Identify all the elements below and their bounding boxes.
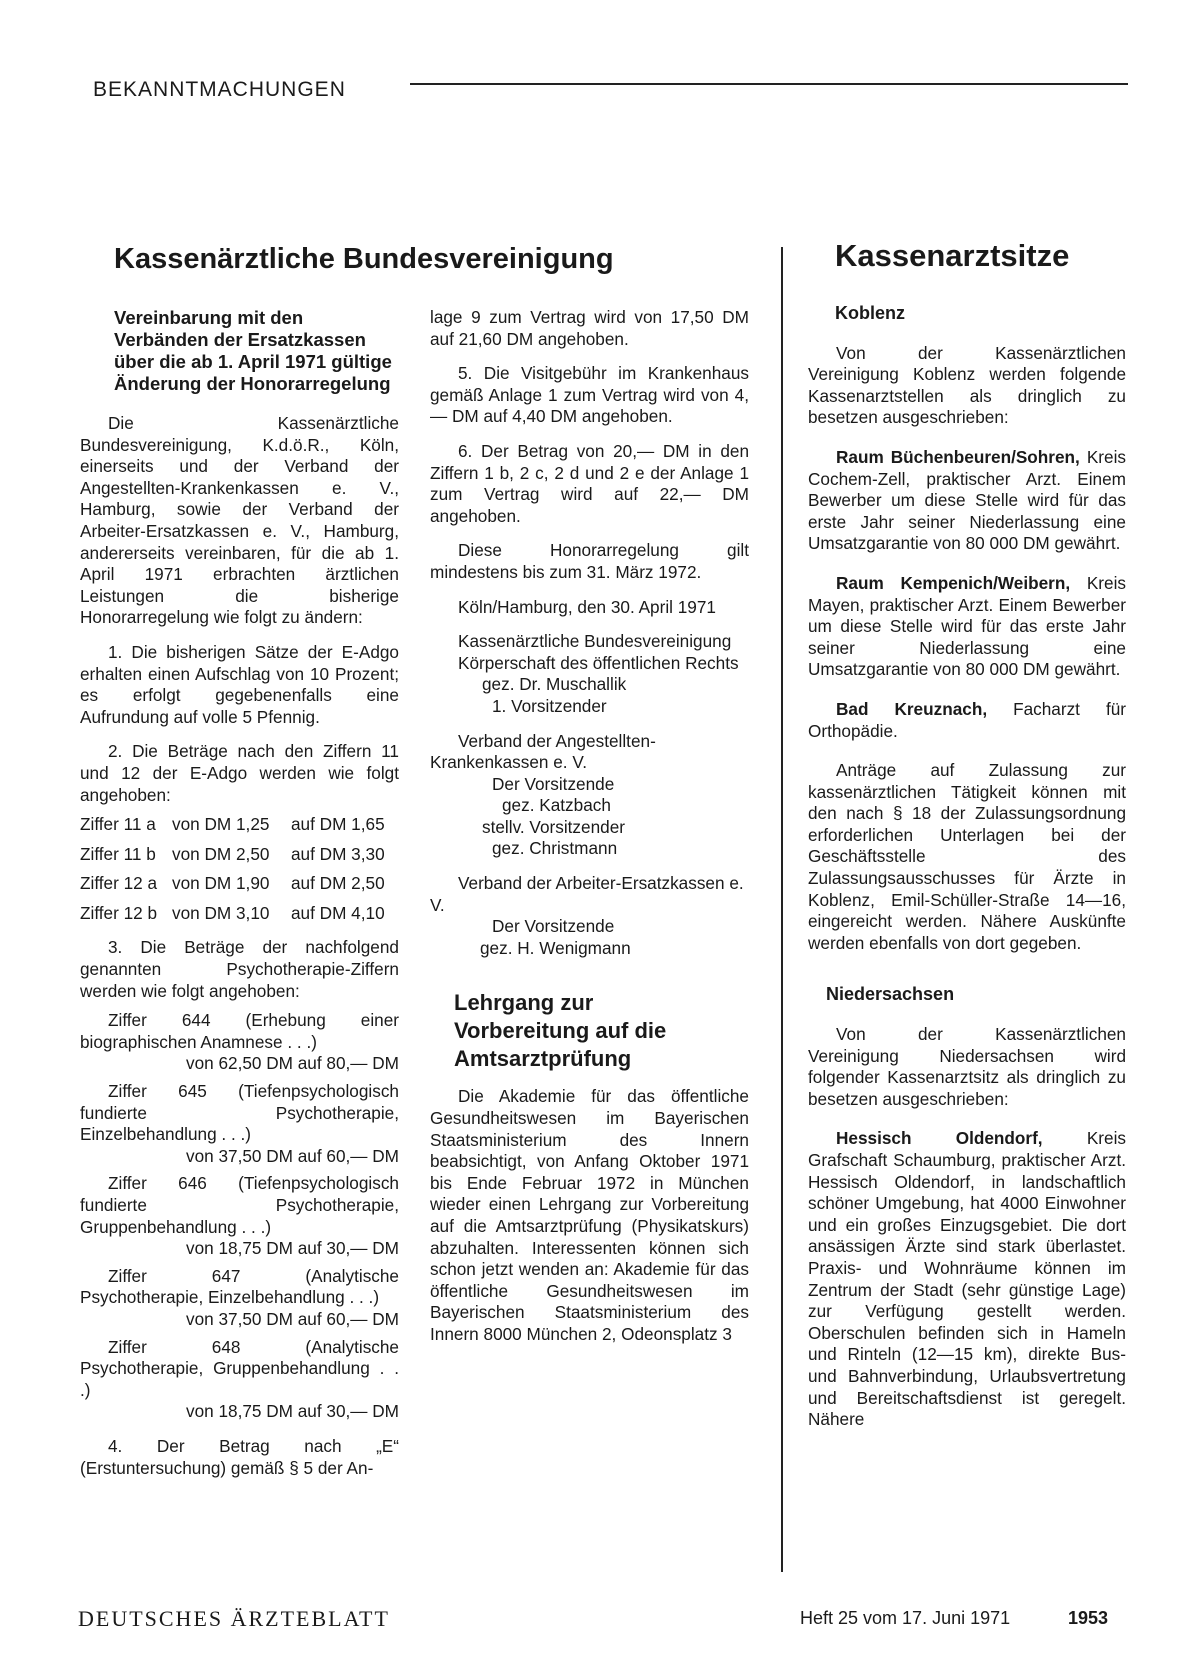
signature: gez. H. Wenigmann [480, 937, 631, 958]
psycho-item-text: Ziffer 644 (Erhebung einer biographischen Anamnese . . .) [80, 1010, 399, 1052]
page-number: 1953 [1068, 1608, 1109, 1628]
psycho-item-amount: von 37,50 DM auf 60,— DM [185, 1308, 399, 1329]
item-4-continued: lage 9 zum Vertrag wird von 17,50 DM auf 21,60 DM angehoben. [430, 307, 749, 349]
ziffer-to: auf DM 2,50 [291, 873, 385, 894]
psycho-item-text: Ziffer 648 (Analytische Psychotherapie, Gruppenbehandlung . . .) [80, 1336, 399, 1400]
ziffer-from: von DM 1,90 [172, 873, 270, 894]
section-label: BEKANNTMACHUNGEN [93, 78, 346, 101]
psycho-item-text: Ziffer 645 (Tiefenpsychologisch fundierte Psychotherapie, Einzelbehandlung . . .) [80, 1081, 399, 1145]
issue-info: Heft 25 vom 17. Juni 1971 [800, 1608, 1011, 1628]
region-heading: Koblenz [835, 303, 905, 323]
vacancy-place: Raum Büchenbeuren/Sohren, [836, 446, 1080, 467]
journal-name: DEUTSCHES ÄRZTEBLATT [78, 1606, 390, 1631]
item-6: 6. Der Betrag von 20,— DM in den Ziffern 1 b, 2 c, 2 d und 2 e der Anlage 1 zum Vertrag wird auf 22,— DM angehoben. [430, 440, 749, 526]
vacancy-entry [808, 447, 1126, 555]
item-5: 5. Die Visitgebühr im Krankenhaus gemäß Anlage 1 zum Vertrag wird von 4,— DM auf 4,40 DM angehoben. [430, 363, 749, 427]
ziffer-from: von DM 1,25 [172, 814, 270, 835]
intro-paragraph: Die Kassenärztliche Bundesvereinigung, K.d.ö.R., Köln, einerseits und der Verband der Angestellten-Krankenkassen e. V., Hamburg, sowie der Verband der Arbeiter-Ersatzkassen e. V., Hamburg, andererseits vereinbaren, für die ab 1. April 1971 erbrachten ärztlichen Leistungen die bisherige Honorarregelung wie folgt zu ändern: [80, 413, 399, 628]
ziffer-label: Ziffer 12 b [80, 902, 158, 923]
signatory-role: Der Vorsitzende [492, 916, 615, 937]
region-intro: Von der Kassenärztlichen Vereinigung Niedersachsen wird folgender Kassenarztsitz als dringlich zu besetzen ausgeschrieben: [808, 1024, 1126, 1109]
left-article-subtitle: Vereinbarung mit den Verbänden der Ersatzkassen über die ab 1. April 1971 gültige Änderung der Honorarregelung [114, 307, 392, 394]
psycho-item-amount: von 62,50 DM auf 80,— DM [185, 1053, 399, 1074]
right-article-title: Kassenarztsitze [835, 238, 1070, 273]
ziffer-from: von DM 2,50 [172, 843, 270, 864]
vacancy-entry [808, 1128, 1126, 1430]
vacancy-text: Kreis Cochem-Zell, praktischer Arzt. Einem Bewerber um diese Stelle wird für das erste Jahr seiner Niederlassung eine Umsatzgarantie von 80 000 DM gewährt. [808, 446, 1126, 554]
vacancy-entry [808, 573, 1126, 681]
vacancy-text: Kreis Grafschaft Schaumburg, praktischer Arzt. Hessisch Oldendorf, in landschaftlich schöner Umgebung, hat 4000 Einwohner und ein großes Einzugsgebiet. Die dort ansässigen Ärzte sind stark überlastet. Praxis- und Wohnräume können im Zentrum der Stadt (sehr günstige Lage) zur Verfügung gestellt werden. Oberschulen befinden sich in Hameln und Rinteln (12—15 km), direkte Bus- und Bahnverbindung, Urlaubsvertretung und Bereitschaftsdienst ist geregelt. Nähere [808, 1128, 1126, 1430]
signatory-role: stellv. Vorsitzender [482, 816, 625, 837]
item-4: 4. Der Betrag nach „E“ (Erstuntersuchung) gemäß § 5 der An- [80, 1435, 399, 1478]
vacancy-place: Hessisch Oldendorf, [836, 1128, 1043, 1149]
validity-note: Diese Honorarregelung gilt mindestens bis zum 31. März 1972. [430, 540, 749, 582]
course-text: Die Akademie für das öffentliche Gesundheitswesen im Bayerischen Staatsministerium des Innern beabsichtigt, von Anfang Oktober 1971 bis Ende Februar 1972 in München wieder einen Lehrgang zur Vorbereitung auf die Amtsarztprüfung (Physikatskurs) abzuhalten. Interessenten können sich schon jetzt wenden an: Akademie für das öffentliche Gesundheitswesen im Bayerischen Staatsministerium des Innern 8000 München 2, Odeonsplatz 3 [430, 1086, 749, 1344]
region-heading: Niedersachsen [826, 984, 955, 1005]
place-date: Köln/Hamburg, den 30. April 1971 [458, 596, 716, 617]
vacancy-place: Bad Kreuznach, [836, 698, 988, 719]
signature: gez. Christmann [492, 838, 618, 859]
region-intro: Von der Kassenärztlichen Vereinigung Koblenz werden folgende Kassenarztstellen als dringlich zu besetzen ausgeschrieben: [808, 342, 1126, 428]
vacancy-text: Facharzt für Orthopädie. [808, 698, 1126, 741]
signatory-org: Kassenärztliche Bundesvereinigung [458, 631, 732, 652]
signature: gez. Katzbach [502, 795, 611, 816]
signatory-role: 1. Vorsitzender [492, 695, 607, 716]
item-2: 2. Die Beträge nach den Ziffern 11 und 12 der E-Adgo werden wie folgt angehoben: [80, 741, 399, 805]
vacancy-entry [808, 699, 1126, 742]
psycho-item-amount: von 18,75 DM auf 30,— DM [185, 1238, 399, 1259]
signature: gez. Dr. Muschallik [482, 674, 627, 695]
psycho-item-amount: von 37,50 DM auf 60,— DM [185, 1145, 399, 1166]
ziffer-row [80, 844, 399, 866]
psycho-item-text: Ziffer 647 (Analytische Psychotherapie, Einzelbehandlung . . .) [80, 1265, 399, 1308]
column-divider [781, 247, 783, 1572]
middle-column [430, 307, 749, 1346]
ziffer-to: auf DM 1,65 [291, 814, 385, 835]
header-rule [410, 83, 1128, 85]
psycho-item-amount: von 18,75 DM auf 30,— DM [185, 1401, 399, 1422]
item-1: 1. Die bisherigen Sätze der E-Adgo erhalten einen Aufschlag von 10 Prozent; es erfolgt gegebenenfalls eine Aufrundung auf volle 5 Pfennig. [80, 641, 399, 727]
ziffer-label: Ziffer 11 b [80, 843, 156, 864]
ziffer-label: Ziffer 12 a [80, 873, 158, 894]
ziffer-row [80, 873, 399, 895]
left-article-title: Kassenärztliche Bundesvereinigung [114, 243, 614, 275]
vacancy-text: Kreis Mayen, praktischer Arzt. Einem Bewerber um diese Stelle wird für das erste Jahr seiner Niederlassung eine Umsatzgarantie von 80 000 DM gewährt. [808, 572, 1127, 680]
ziffer-to: auf DM 3,30 [291, 843, 385, 864]
ziffer-row [80, 903, 399, 925]
left-column [80, 307, 399, 1479]
signatory-body: Körperschaft des öffentlichen Rechts [458, 652, 739, 673]
ziffer-label: Ziffer 11 a [80, 814, 156, 835]
signatory-role: Der Vorsitzende [492, 773, 615, 794]
signatory-org: Verband der Angestellten-Krankenkassen e. V. [430, 730, 656, 773]
right-column [808, 303, 1126, 1431]
ziffer-row [80, 814, 399, 836]
ziffer-to: auf DM 4,10 [291, 902, 385, 923]
ziffer-from: von DM 3,10 [172, 902, 270, 923]
item-3: 3. Die Beträge der nachfolgend genannten Psychotherapie-Ziffern werden wie folgt angehoben: [80, 937, 399, 1001]
vacancy-place: Raum Kempenich/Weibern, [836, 572, 1071, 593]
course-title: Lehrgang zur Vorbereitung auf die Amtsarztprüfung [454, 990, 667, 1072]
psycho-item-text: Ziffer 646 (Tiefenpsychologisch fundierte Psychotherapie, Gruppenbehandlung . . .) [80, 1173, 399, 1237]
signatory-org: Verband der Arbeiter-Ersatzkassen e. V. [430, 873, 744, 915]
applications-note: Anträge auf Zulassung zur kassenärztlichen Tätigkeit können mit den nach § 18 der Zulassungsordnung erforderlichen Unterlagen bei der Geschäftsstelle des Zulassungsausschusses für Ärzte in Koblenz, Emil-Schüller-Straße 14—16, eingereicht werden. Nähere Auskünfte werden ebenfalls von dort gegeben. [808, 760, 1126, 953]
